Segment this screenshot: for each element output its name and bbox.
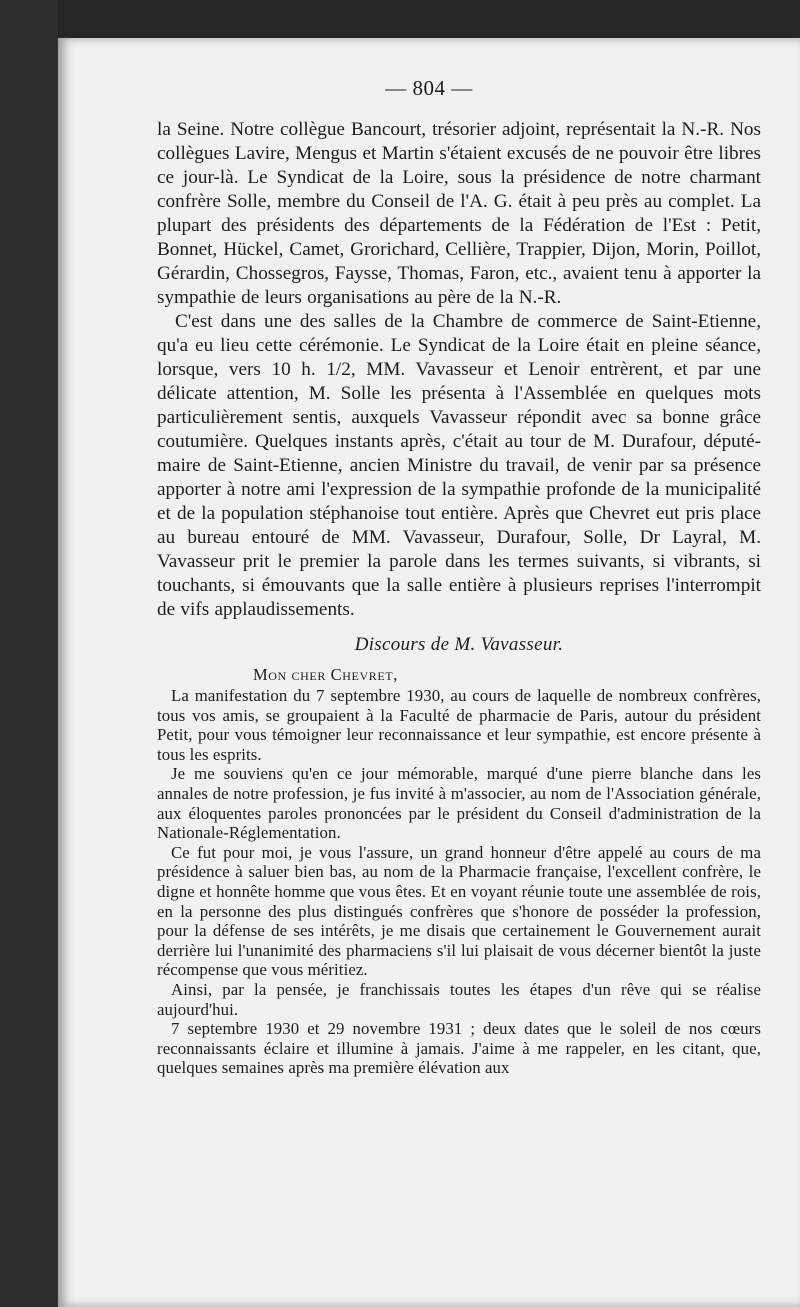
scan-border-top (0, 0, 800, 40)
speech-paragraph-5: 7 septembre 1930 et 29 novembre 1931 ; deux dates que le soleil de nos cœurs reconnaissants éclaire et illumine à jamais. J'aime à me rappeler, en les citant, que, quelques semaines après ma première élévation aux (157, 1019, 761, 1078)
speech-paragraph-2: Je me souviens qu'en ce jour mémorable, marqué d'une pierre blanche dans les annales de notre profession, je fus invité à m'associer, au nom de l'Association générale, aux éloquentes paroles prononcées par le président du Conseil d'administration de la Nationale-Réglementation. (157, 764, 761, 843)
page-number: — 804 — (385, 76, 473, 100)
scan-border-left (0, 0, 58, 1307)
intro-paragraph-2: C'est dans une des salles de la Chambre de commerce de Saint-Etienne, qu'a eu lieu cette cérémonie. Le Syndicat de la Loire était en pleine séance, lorsque, vers 10 h. 1/2, MM. Vavasseur et Lenoir entrèrent, et par une délicate attention, M. Solle les présenta à l'Assemblée en quelques mots particulièrement sentis, auxquels Vavasseur répondit avec sa bonne grâce coutumière. Quelques instants après, c'était au tour de M. Durafour, député-maire de Saint-Etienne, ancien Ministre du travail, de venir par sa présence apporter à notre ami l'expression de la sympathie profonde de la municipalité et de la population stéphanoise tout entière. Après que Chevret eut pris place au bureau entouré de MM. Vavasseur, Durafour, Solle, Dr Layral, M. Vavasseur prit le premier la parole dans les termes suivants, si vibrants, si touchants, si émouvants que la salle entière à plusieurs reprises l'interrompit de vifs applaudissements. (157, 311, 761, 620)
speech-paragraph-3: Ce fut pour moi, je vous l'assure, un grand honneur d'être appelé au cours de ma présidence à saluer bien bas, au nom de la Pharmacie française, l'excellent confrère, le digne et honnête homme que vous êtes. Et en voyant réunie toute une assemblée de rois, en la personne des plus distingués confrères que s'honore de posséder la profession, pour la défense de ses intérêts, je me disais que certainement le Gouvernement aurait derrière lui l'unanimité des pharmaciens s'il lui plaisait de vous décerner bientôt la juste récompense que vous méritiez. (157, 842, 761, 980)
speech-paragraph-4: Ainsi, par la pensée, je franchissais toutes les étapes d'un rêve qui se réalise aujourd'hui. (157, 979, 761, 1019)
speech-paragraph-1: La manifestation du 7 septembre 1930, au cours de laquelle de nombreux confrères, tous vos amis, se groupaient à la Faculté de pharmacie de Paris, autour du président Petit, pour vous témoigner leur reconnaissance et leur sympathie, est encore présente à tous les esprits. (157, 686, 761, 764)
document-page (58, 38, 800, 1307)
intro-paragraph-1: la Seine. Notre collègue Bancourt, trésorier adjoint, représentait la N.-R. Nos collègues Lavire, Mengus et Martin s'étaient excusés de ne pouvoir être libres ce jour-là. Le Syndicat de la Loire, sous la présidence de notre charmant confrère Solle, membre du Conseil de l'A. G. était à peu près au complet. La plupart des présidents des départements de la Fédération de l'Est : Petit, Bonnet, Hückel, Camet, Grorichard, Cellière, Trappier, Dijon, Morin, Poillot, Gérardin, Chossegros, Faysse, Thomas, Faron, etc., avaient tenu à apporter la sympathie de leurs organisations au père de la N.-R. (157, 119, 761, 308)
speech-heading: Discours de M. Vavasseur. (354, 634, 564, 655)
page-body (157, 118, 761, 1078)
speech-salutation: Mon cher Chevret, (253, 665, 398, 684)
